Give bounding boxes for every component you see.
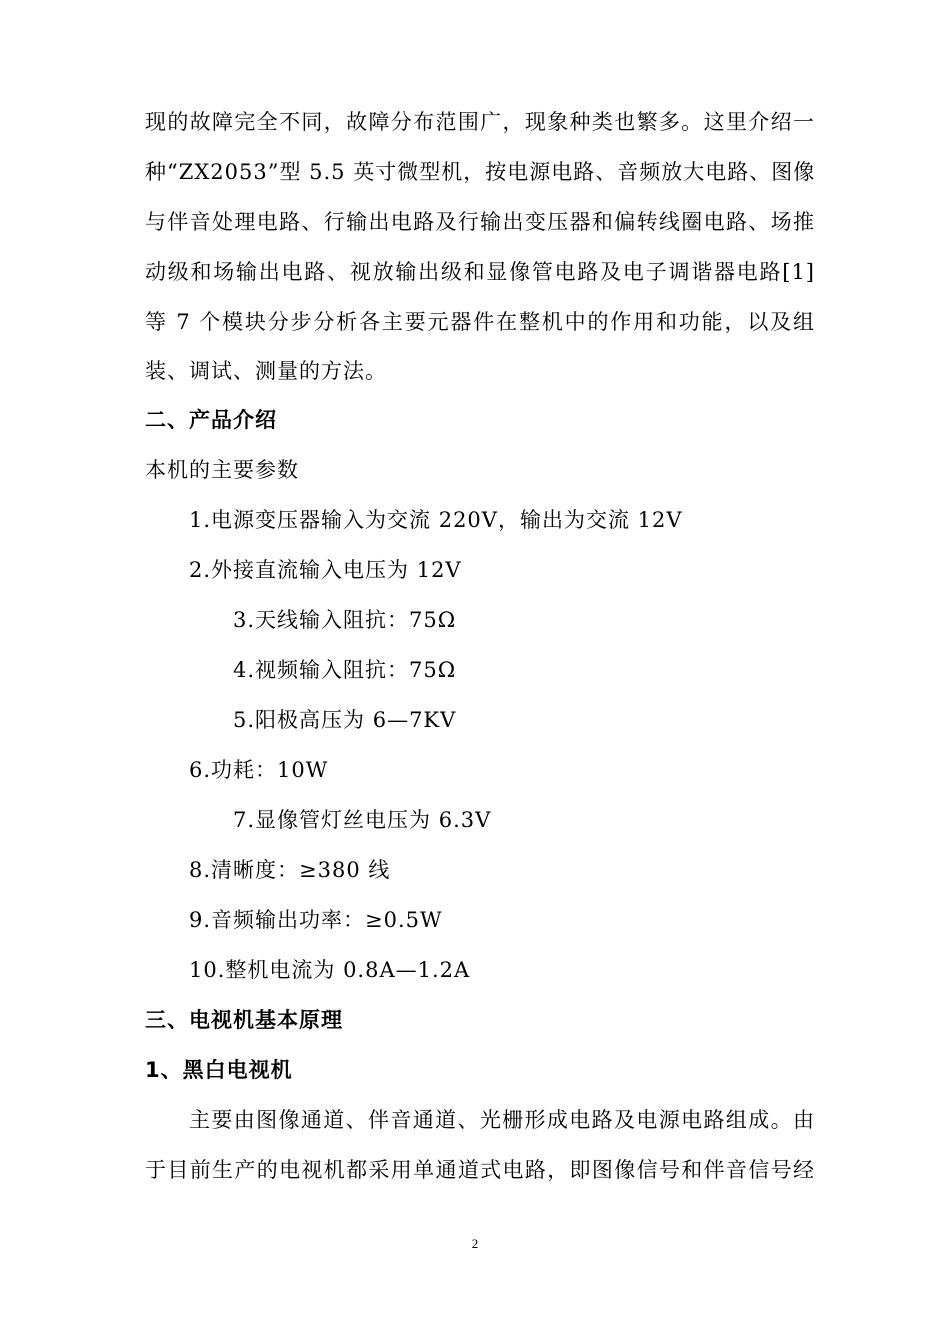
params-subheading: 本机的主要参数	[145, 458, 299, 482]
principle-para-line-2: 于目前生产的电视机都采用单通道式电路，即图像信号和伴音信号经	[145, 1158, 815, 1182]
intro-line-2: 种“ZX2053”型 5.5 英寸微型机，按电源电路、音频放大电路、图像	[145, 160, 816, 184]
param-item: 6.功耗：10W	[189, 758, 329, 782]
param-item: 3.天线输入阻抗：75Ω	[233, 608, 457, 632]
param-item: 4.视频输入阻抗：75Ω	[233, 658, 457, 682]
intro-line-6: 装、调试、测量的方法。	[145, 359, 387, 383]
intro-line-4: 动级和场输出电路、视放输出级和显像管电路及电子调谐器电路[1]	[145, 260, 815, 284]
param-item: 8.清晰度：≥380 线	[189, 858, 391, 882]
intro-line-1: 现的故障完全不同，故障分布范围广，现象种类也繁多。这里介绍一	[145, 110, 815, 134]
page-number: 2	[471, 1236, 479, 1251]
section-heading-product: 二、产品介绍	[145, 408, 277, 432]
param-item: 7.显像管灯丝电压为 6.3V	[233, 808, 492, 832]
subsection-heading-bw-tv: 1、黑白电视机	[145, 1058, 293, 1082]
intro-line-5: 等 7 个模块分步分析各主要元器件在整机中的作用和功能，以及组	[145, 310, 815, 334]
param-item: 10.整机电流为 0.8A—1.2A	[189, 958, 471, 982]
param-item: 1.电源变压器输入为交流 220V，输出为交流 12V	[189, 508, 683, 532]
principle-para-line-1: 主要由图像通道、伴音通道、光栅形成电路及电源电路组成。由	[189, 1108, 815, 1132]
param-item: 9.音频输出功率：≥0.5W	[189, 908, 443, 932]
intro-line-3: 与伴音处理电路、行输出电路及行输出变压器和偏转线圈电路、场推	[145, 210, 815, 234]
section-heading-principle: 三、电视机基本原理	[145, 1008, 343, 1032]
param-item: 5.阳极高压为 6—7KV	[233, 708, 457, 732]
param-item: 2.外接直流输入电压为 12V	[189, 558, 462, 582]
